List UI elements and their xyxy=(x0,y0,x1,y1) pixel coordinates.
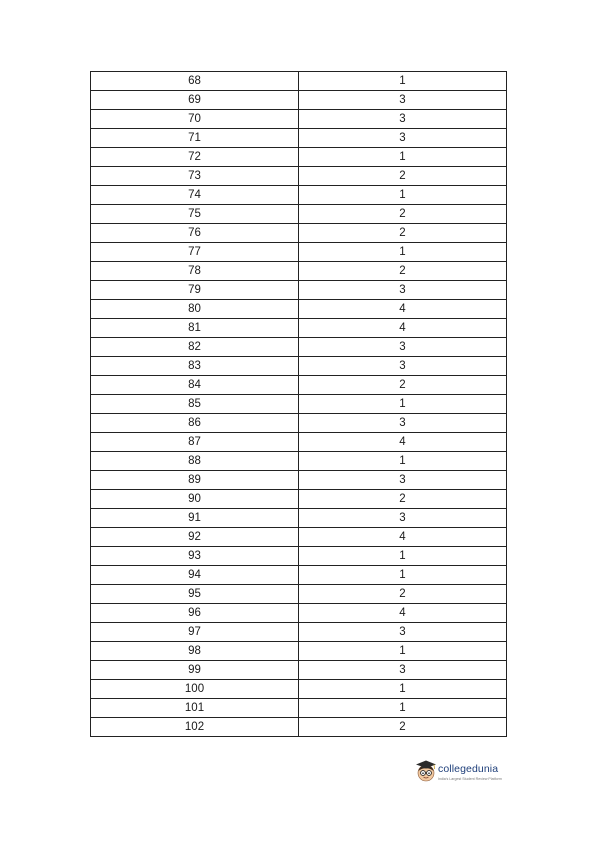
table-row xyxy=(91,395,507,414)
table-row xyxy=(91,471,507,490)
question-number-cell: 82 xyxy=(91,338,299,357)
question-number-cell: 77 xyxy=(91,243,299,262)
question-number-cell: 93 xyxy=(91,547,299,566)
answer-option-cell: 1 xyxy=(299,72,507,91)
table-row xyxy=(91,452,507,471)
table-row xyxy=(91,205,507,224)
answer-option-cell: 2 xyxy=(299,224,507,243)
question-number-cell: 78 xyxy=(91,262,299,281)
question-number-cell: 92 xyxy=(91,528,299,547)
table-row xyxy=(91,604,507,623)
question-number-cell: 85 xyxy=(91,395,299,414)
answer-option-cell: 1 xyxy=(299,395,507,414)
table-row xyxy=(91,110,507,129)
question-number-cell: 86 xyxy=(91,414,299,433)
table-row xyxy=(91,224,507,243)
question-number-cell: 89 xyxy=(91,471,299,490)
answer-option-cell: 1 xyxy=(299,642,507,661)
answer-option-cell: 2 xyxy=(299,262,507,281)
question-number-cell: 81 xyxy=(91,319,299,338)
table-row xyxy=(91,642,507,661)
answer-option-cell: 1 xyxy=(299,186,507,205)
question-number-cell: 68 xyxy=(91,72,299,91)
answer-option-cell: 3 xyxy=(299,661,507,680)
answer-option-cell: 2 xyxy=(299,490,507,509)
answer-option-cell: 3 xyxy=(299,91,507,110)
table-row xyxy=(91,680,507,699)
question-number-cell: 79 xyxy=(91,281,299,300)
answer-key-body xyxy=(91,72,507,737)
brand-name: collegedunia xyxy=(438,763,499,775)
table-row xyxy=(91,509,507,528)
question-number-cell: 102 xyxy=(91,718,299,737)
answer-option-cell: 2 xyxy=(299,718,507,737)
question-number-cell: 90 xyxy=(91,490,299,509)
table-row xyxy=(91,414,507,433)
answer-option-cell: 1 xyxy=(299,452,507,471)
answer-option-cell: 3 xyxy=(299,281,507,300)
question-number-cell: 101 xyxy=(91,699,299,718)
question-number-cell: 100 xyxy=(91,680,299,699)
question-number-cell: 73 xyxy=(91,167,299,186)
table-row xyxy=(91,490,507,509)
question-number-cell: 74 xyxy=(91,186,299,205)
question-number-cell: 88 xyxy=(91,452,299,471)
table-row xyxy=(91,338,507,357)
table-row xyxy=(91,148,507,167)
table-row xyxy=(91,262,507,281)
question-number-cell: 87 xyxy=(91,433,299,452)
answer-option-cell: 2 xyxy=(299,205,507,224)
question-number-cell: 99 xyxy=(91,661,299,680)
answer-option-cell: 1 xyxy=(299,680,507,699)
answer-option-cell: 4 xyxy=(299,319,507,338)
question-number-cell: 96 xyxy=(91,604,299,623)
answer-option-cell: 3 xyxy=(299,129,507,148)
answer-option-cell: 3 xyxy=(299,414,507,433)
table-row xyxy=(91,433,507,452)
question-number-cell: 69 xyxy=(91,91,299,110)
collegedunia-logo xyxy=(414,759,514,789)
question-number-cell: 72 xyxy=(91,148,299,167)
answer-option-cell: 3 xyxy=(299,357,507,376)
table-row xyxy=(91,72,507,91)
table-row xyxy=(91,357,507,376)
answer-option-cell: 4 xyxy=(299,528,507,547)
question-number-cell: 98 xyxy=(91,642,299,661)
answer-option-cell: 1 xyxy=(299,243,507,262)
table-row xyxy=(91,167,507,186)
table-row xyxy=(91,661,507,680)
question-number-cell: 83 xyxy=(91,357,299,376)
question-number-cell: 97 xyxy=(91,623,299,642)
question-number-cell: 80 xyxy=(91,300,299,319)
answer-option-cell: 2 xyxy=(299,376,507,395)
answer-key-table xyxy=(90,71,507,737)
answer-option-cell: 3 xyxy=(299,509,507,528)
graduate-mascot-icon xyxy=(414,759,438,785)
question-number-cell: 75 xyxy=(91,205,299,224)
table-row xyxy=(91,566,507,585)
answer-option-cell: 1 xyxy=(299,699,507,718)
answer-option-cell: 2 xyxy=(299,585,507,604)
question-number-cell: 94 xyxy=(91,566,299,585)
table-row xyxy=(91,243,507,262)
answer-option-cell: 3 xyxy=(299,471,507,490)
question-number-cell: 76 xyxy=(91,224,299,243)
table-row xyxy=(91,699,507,718)
answer-option-cell: 4 xyxy=(299,604,507,623)
table-row xyxy=(91,319,507,338)
answer-option-cell: 3 xyxy=(299,338,507,357)
table-row xyxy=(91,585,507,604)
table-row xyxy=(91,547,507,566)
question-number-cell: 95 xyxy=(91,585,299,604)
answer-option-cell: 3 xyxy=(299,110,507,129)
table-row xyxy=(91,300,507,319)
answer-option-cell: 1 xyxy=(299,566,507,585)
question-number-cell: 84 xyxy=(91,376,299,395)
answer-option-cell: 4 xyxy=(299,300,507,319)
brand-tagline: India's Largest Student Review Platform xyxy=(438,777,502,781)
answer-option-cell: 4 xyxy=(299,433,507,452)
table-row xyxy=(91,718,507,737)
question-number-cell: 91 xyxy=(91,509,299,528)
question-number-cell: 71 xyxy=(91,129,299,148)
table-row xyxy=(91,186,507,205)
answer-option-cell: 3 xyxy=(299,623,507,642)
table-row xyxy=(91,623,507,642)
table-row xyxy=(91,281,507,300)
table-row xyxy=(91,376,507,395)
answer-option-cell: 1 xyxy=(299,547,507,566)
table-row xyxy=(91,91,507,110)
answer-option-cell: 2 xyxy=(299,167,507,186)
table-row xyxy=(91,528,507,547)
question-number-cell: 70 xyxy=(91,110,299,129)
answer-option-cell: 1 xyxy=(299,148,507,167)
table-row xyxy=(91,129,507,148)
